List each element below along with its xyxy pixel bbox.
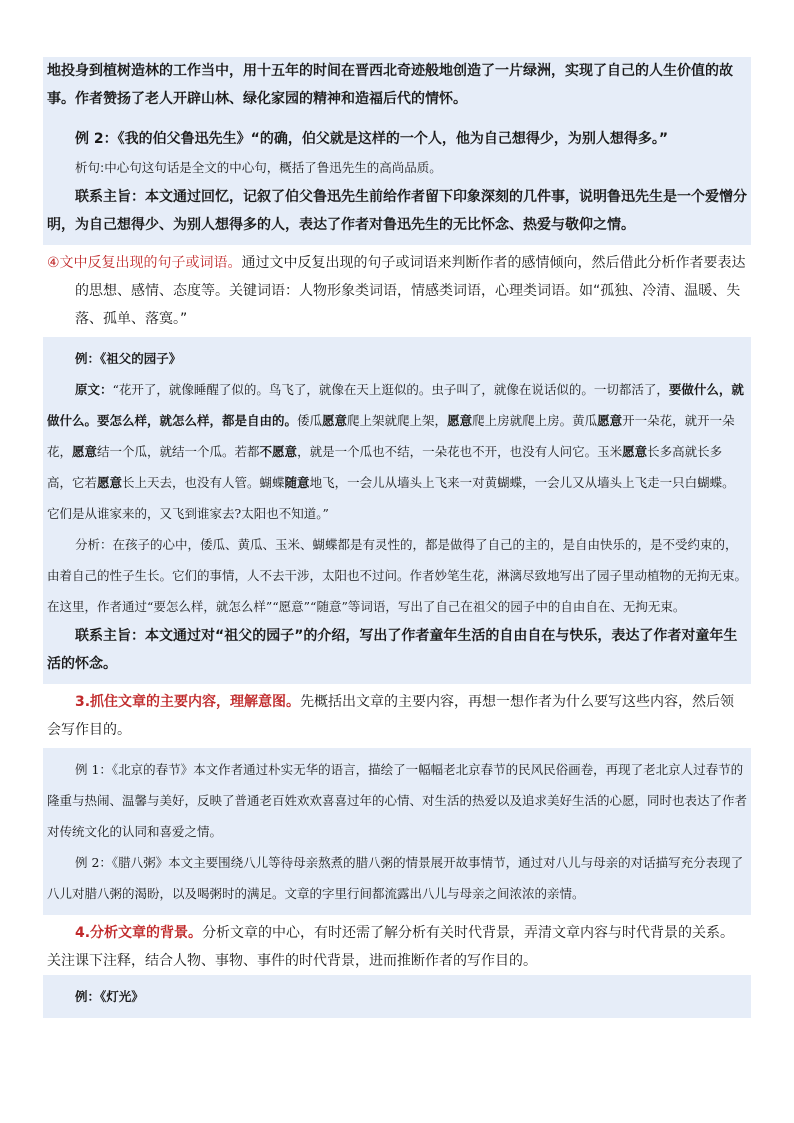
section-3-paragraph (47, 688, 747, 744)
section-4-body: 分析文章的中心，有时还需了解分析有关时代背景，弄清文章内容与时代背景的关系。关注课下注释，结合人物、事物、事件的时代背景，进而推断作者的写作目的。 (47, 925, 735, 969)
story-summary-block (43, 57, 751, 119)
method-4-heading: ④文中反复出现的句子或词语。 (47, 255, 242, 271)
section-4-block (43, 919, 751, 975)
garden-analysis: 分析：在孩子的心中，倭瓜、黄瓜、玉米、蝴蝶都是有灵性的，都是做得了自己的主的，是自由快乐的，是不受约束的，由着自己的性子生长。它们的事情，人不去干涉，太阳也不过问。作者妙笔生花，淋漓尽致地写出了园子里动植物的无拘无束。在这里，作者通过“要怎么样，就怎么样”“愿意”“随意”等词语，写出了自己在祖父的园子中的自由自在、无拘无束。 (47, 537, 748, 614)
method-4-block (43, 249, 751, 333)
section-4-paragraph (47, 919, 747, 975)
section-4-example-title: 例：《灯光》 (75, 989, 144, 1004)
document-page (43, 57, 751, 1018)
method-4-paragraph (47, 249, 747, 333)
section-4-heading: 4.分析文章的背景。 (75, 925, 203, 941)
garden-example-title: 例：《祖父的园子》 (75, 351, 182, 366)
section-3-heading: 3.抓住文章的主要内容，理解意图。 (75, 694, 301, 710)
example-2-title: 例 2：《我的伯父鲁迅先生》“的确，伯父就是这样的一个人，他为自己想得少，为别人想得多。” (75, 131, 669, 147)
section-3-block (43, 688, 751, 744)
garden-example-block (43, 337, 751, 684)
original-label: 原文： (75, 382, 113, 397)
section-3-examples-block (43, 748, 751, 915)
story-summary-text: 地投身到植树造林的工作当中，用十五年的时间在晋西北奇迹般地创造了一片绿洲，实现了自己的人生价值的故事。作者赞扬了老人开辟山林、绿化家园的精神和造福后代的情怀。 (47, 63, 733, 107)
section-3-example-1: 例 1：《北京的春节》本文作者通过朴实无华的语言，描绘了一幅幅老北京春节的民风民俗画卷，再现了老北京人过春节的隆重与热闹、温馨与美好，反映了普通老百姓欢欢喜喜过年的心情、对生活的热爱以及追求美好生活的心愿，同时也表达了作者对传统文化的认同和喜爱之情。 (47, 762, 748, 839)
section-4-example-block (43, 975, 751, 1018)
section-3-body: 先概括出文章的主要内容，再想一想作者为什么要写这些内容，然后领会写作目的。 (47, 694, 735, 738)
example-2-analysis: 析句:中心句这句话是全文的中心句，概括了鲁迅先生的高尚品质。 (75, 160, 442, 175)
example-2-block (43, 119, 751, 245)
garden-theme: 联系主旨：本文通过对“祖父的园子”的介绍，写出了作者童年生活的自由自在与快乐，表达了作者对童年生活的怀念。 (47, 628, 738, 672)
method-4-body: 通过文中反复出现的句子或词语来判断作者的感情倾向，然后借此分析作者要表达的思想、感情、态度等。关键词语：人物形象类词语，情感类词语，心理类词语。如“孤独、冷清、温暖、失落、孤单、落寞。” (75, 255, 746, 327)
example-2-theme: 联系主旨：本文通过回忆，记叙了伯父鲁迅先生前给作者留下印象深刻的几件事，说明鲁迅先生是一个爱憎分明，为自己想得少、为别人想得多的人，表达了作者对鲁迅先生的无比怀念、热爱与敬仰之情。 (47, 189, 747, 233)
section-3-example-2: 例 2：《腊八粥》本文主要围绕八儿等待母亲熬煮的腊八粥的情景展开故事情节，通过对八儿与母亲的对话描写充分表现了八儿对腊八粥的渴盼，以及喝粥时的满足。文章的字里行间都流露出八儿与母亲之间浓浓的亲情。 (47, 855, 744, 901)
garden-original-text: 原文：“花开了，就像睡醒了似的。鸟飞了，就像在天上逛似的。虫子叫了，就像在说话似的。一切都活了，要做什么，就做什么。要怎么样，就怎么样，都是自由的。倭瓜愿意爬上架就爬上架，愿意爬上房就爬上房。黄瓜愿意开一朵花，就开一朵花，愿意结一个瓜，就结一个瓜。若都不愿意，就是一个瓜也不结，一朵花也不开，也没有人问它。玉米愿意长多高就长多高，它若愿意长上天去，也没有人管。蝴蝶随意地飞，一会儿从墙头上飞来一对黄蝴蝶，一会儿又从墙头上飞走一只白蝴蝶。它们是从谁家来的，又飞到谁家去?太阳也不知道。” (47, 382, 744, 521)
